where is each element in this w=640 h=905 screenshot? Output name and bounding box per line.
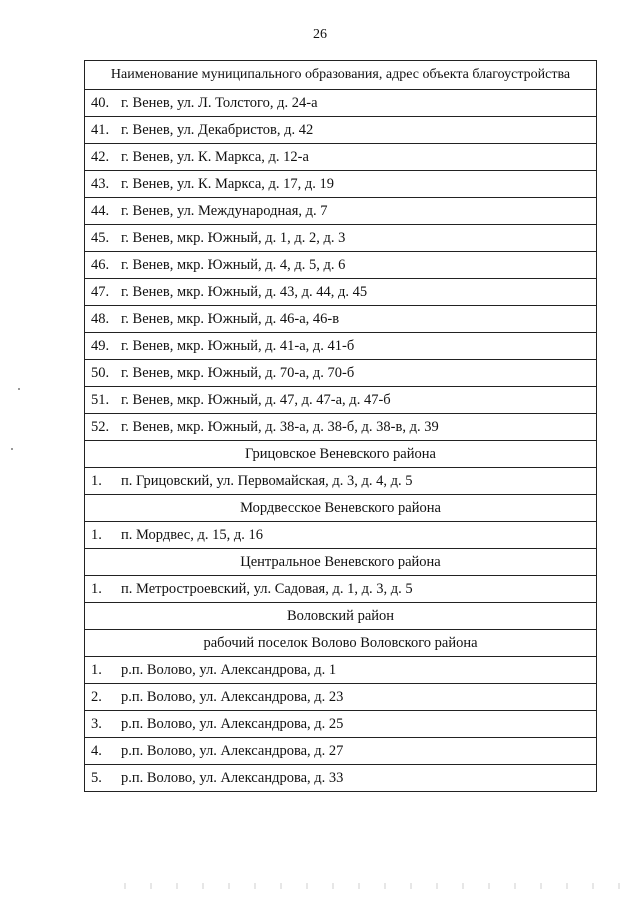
item-number: 47. bbox=[91, 284, 110, 300]
item-number: 1. bbox=[91, 527, 102, 543]
table-row bbox=[85, 117, 597, 144]
item-number: 45. bbox=[91, 230, 110, 246]
address-cell bbox=[85, 225, 597, 252]
address-cell bbox=[85, 522, 597, 549]
scan-speck bbox=[18, 388, 20, 390]
item-number: 41. bbox=[91, 122, 110, 138]
address-text: г. Венев, ул. К. Маркса, д. 12-а bbox=[121, 149, 309, 165]
address-cell bbox=[85, 576, 597, 603]
address-text: г. Венев, мкр. Южный, д. 1, д. 2, д. 3 bbox=[121, 230, 346, 246]
address-cell bbox=[85, 144, 597, 171]
table-row bbox=[85, 414, 597, 441]
table-row bbox=[85, 387, 597, 414]
address-text: г. Венев, ул. Декабристов, д. 42 bbox=[121, 122, 314, 138]
address-text: р.п. Волово, ул. Александрова, д. 23 bbox=[121, 689, 344, 705]
address-text: г. Венев, мкр. Южный, д. 4, д. 5, д. 6 bbox=[121, 257, 346, 273]
table-row bbox=[85, 90, 597, 117]
section-row bbox=[85, 441, 597, 468]
item-number: 3. bbox=[91, 716, 102, 732]
address-text: р.п. Волово, ул. Александрова, д. 25 bbox=[121, 716, 344, 732]
address-text: г. Венев, мкр. Южный, д. 38-а, д. 38-б, д. 38-в, д. 39 bbox=[121, 419, 439, 435]
address-cell bbox=[85, 711, 597, 738]
scan-artifact-specks bbox=[112, 883, 622, 889]
address-text: г. Венев, мкр. Южный, д. 46-а, 46-в bbox=[121, 311, 340, 327]
table-row bbox=[85, 738, 597, 765]
table-row bbox=[85, 576, 597, 603]
address-cell bbox=[85, 360, 597, 387]
item-number: 1. bbox=[91, 581, 102, 597]
table-row bbox=[85, 225, 597, 252]
address-text: г. Венев, ул. К. Маркса, д. 17, д. 19 bbox=[121, 176, 335, 192]
address-cell bbox=[85, 279, 597, 306]
item-number: 4. bbox=[91, 743, 102, 759]
table-row bbox=[85, 468, 597, 495]
item-number: 49. bbox=[91, 338, 110, 354]
address-text: р.п. Волово, ул. Александрова, д. 33 bbox=[121, 770, 344, 786]
table-row bbox=[85, 522, 597, 549]
address-cell bbox=[85, 171, 597, 198]
page-number: 26 bbox=[313, 27, 327, 42]
item-number: 1. bbox=[91, 473, 102, 489]
table-row bbox=[85, 684, 597, 711]
address-cell bbox=[85, 684, 597, 711]
table-row bbox=[85, 252, 597, 279]
scan-speck bbox=[11, 448, 13, 450]
address-text: г. Венев, мкр. Южный, д. 43, д. 44, д. 45 bbox=[121, 284, 368, 300]
address-text: г. Венев, мкр. Южный, д. 41-а, д. 41-б bbox=[121, 338, 355, 354]
table-row bbox=[85, 711, 597, 738]
address-text: п. Метростроевский, ул. Садовая, д. 1, д. 3, д. 5 bbox=[121, 581, 413, 597]
item-number: 52. bbox=[91, 419, 110, 435]
table-row bbox=[85, 144, 597, 171]
table-row bbox=[85, 765, 597, 792]
section-title: Воловский район bbox=[85, 603, 597, 630]
address-cell bbox=[85, 738, 597, 765]
table-row bbox=[85, 360, 597, 387]
table-row bbox=[85, 333, 597, 360]
address-cell bbox=[85, 468, 597, 495]
address-cell bbox=[85, 414, 597, 441]
item-number: 46. bbox=[91, 257, 110, 273]
table-body bbox=[85, 61, 597, 792]
table-row bbox=[85, 306, 597, 333]
section-row bbox=[85, 603, 597, 630]
address-cell bbox=[85, 198, 597, 225]
item-number: 1. bbox=[91, 662, 102, 678]
section-title: Центральное Веневского района bbox=[85, 549, 597, 576]
section-title: Грицовское Веневского района bbox=[85, 441, 597, 468]
section-title: Мордвесское Веневского района bbox=[85, 495, 597, 522]
item-number: 2. bbox=[91, 689, 102, 705]
address-text: г. Венев, мкр. Южный, д. 70-а, д. 70-б bbox=[121, 365, 355, 381]
table-header-cell: Наименование муниципального образования, адрес объекта благоустройства bbox=[85, 61, 597, 90]
address-text: п. Грицовский, ул. Первомайская, д. 3, д. 4, д. 5 bbox=[121, 473, 413, 489]
address-text: р.п. Волово, ул. Александрова, д. 1 bbox=[121, 662, 337, 678]
table-row bbox=[85, 657, 597, 684]
item-number: 40. bbox=[91, 95, 110, 111]
item-number: 51. bbox=[91, 392, 110, 408]
section-row bbox=[85, 495, 597, 522]
item-number: 43. bbox=[91, 176, 110, 192]
table-row bbox=[85, 279, 597, 306]
address-text: г. Венев, ул. Международная, д. 7 bbox=[121, 203, 328, 219]
address-cell bbox=[85, 306, 597, 333]
item-number: 5. bbox=[91, 770, 102, 786]
section-title: рабочий поселок Волово Воловского района bbox=[85, 630, 597, 657]
address-cell bbox=[85, 657, 597, 684]
section-row bbox=[85, 630, 597, 657]
table-row bbox=[85, 171, 597, 198]
item-number: 48. bbox=[91, 311, 110, 327]
address-cell bbox=[85, 90, 597, 117]
address-text: г. Венев, мкр. Южный, д. 47, д. 47-а, д. 47-б bbox=[121, 392, 391, 408]
address-cell bbox=[85, 387, 597, 414]
address-text: г. Венев, ул. Л. Толстого, д. 24-а bbox=[121, 95, 318, 111]
address-cell bbox=[85, 333, 597, 360]
table-row bbox=[85, 198, 597, 225]
section-row bbox=[85, 549, 597, 576]
address-text: р.п. Волово, ул. Александрова, д. 27 bbox=[121, 743, 344, 759]
address-cell bbox=[85, 252, 597, 279]
address-cell bbox=[85, 117, 597, 144]
item-number: 44. bbox=[91, 203, 110, 219]
address-text: п. Мордвес, д. 15, д. 16 bbox=[121, 527, 263, 543]
table-header-row bbox=[85, 61, 597, 90]
address-cell bbox=[85, 765, 597, 792]
item-number: 42. bbox=[91, 149, 110, 165]
item-number: 50. bbox=[91, 365, 110, 381]
addresses-table bbox=[84, 60, 597, 792]
